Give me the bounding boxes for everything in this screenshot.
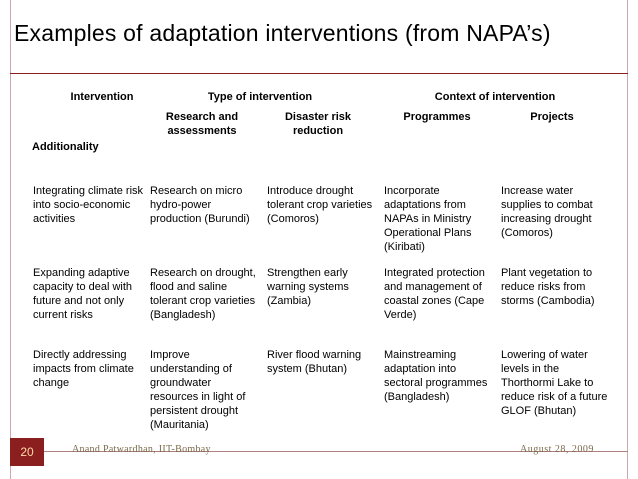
row3-programmes: Mainstreaming adaptation into sectoral programmes (Bangladesh) [384,349,488,403]
left-frame-line [10,0,11,479]
header-projects: Projects [530,111,574,123]
footer-author: Anand Patwardhan, IIT-Bombay [72,444,211,455]
right-frame-line [627,0,628,479]
header-type-of-intervention: Type of intervention [207,91,313,103]
row1-drr: Introduce drought tolerant crop varieties (Comoros) [267,185,373,225]
row2-drr: Strengthen early warning systems (Zambia) [267,267,349,307]
header-research: Research and assessments [165,111,239,137]
slide-number-badge: 20 [10,438,44,466]
row2-projects: Plant vegetation to reduce risks from storms (Cambodia) [501,267,595,307]
row2-research: Research on drought, flood and saline tolerant crop varieties (Bangladesh) [150,267,256,321]
footer-date: August 28, 2009 [520,444,594,455]
row1-projects: Increase water supplies to combat increasing drought (Comoros) [501,185,593,239]
row3-research: Improve understanding of groundwater resources in light of persistent drought (Mauritania) [150,349,246,431]
header-context-of-intervention: Context of intervention [434,91,556,103]
slide-title: Examples of adaptation interventions (from NAPA’s) [14,20,551,46]
row1-programmes: Incorporate adaptations from NAPAs in Ministry Operational Plans (Kiribati) [384,185,472,253]
row1-research: Research on micro hydro-power production (Burundi) [150,185,250,225]
row3-drr: River flood warning system (Bhutan) [267,349,362,375]
row3-intervention: Directly addressing impacts from climate change [33,349,134,389]
title-divider [10,73,628,74]
header-drr: Disaster risk reduction [284,111,352,137]
row2-intervention: Expanding adaptive capacity to deal with future and not only current risks [33,267,133,321]
header-programmes: Programmes [403,111,471,123]
header-intervention: Intervention [70,91,134,103]
row2-programmes: Integrated protection and management of coastal zones (Cape Verde) [384,267,485,321]
header-additionality: Additionality [32,141,99,153]
row1-intervention: Integrating climate risk into socio-economic activities [33,185,144,225]
row3-projects: Lowering of water levels in the Thorthormi Lake to reduce risk of a future GLOF (Bhutan) [501,349,608,417]
